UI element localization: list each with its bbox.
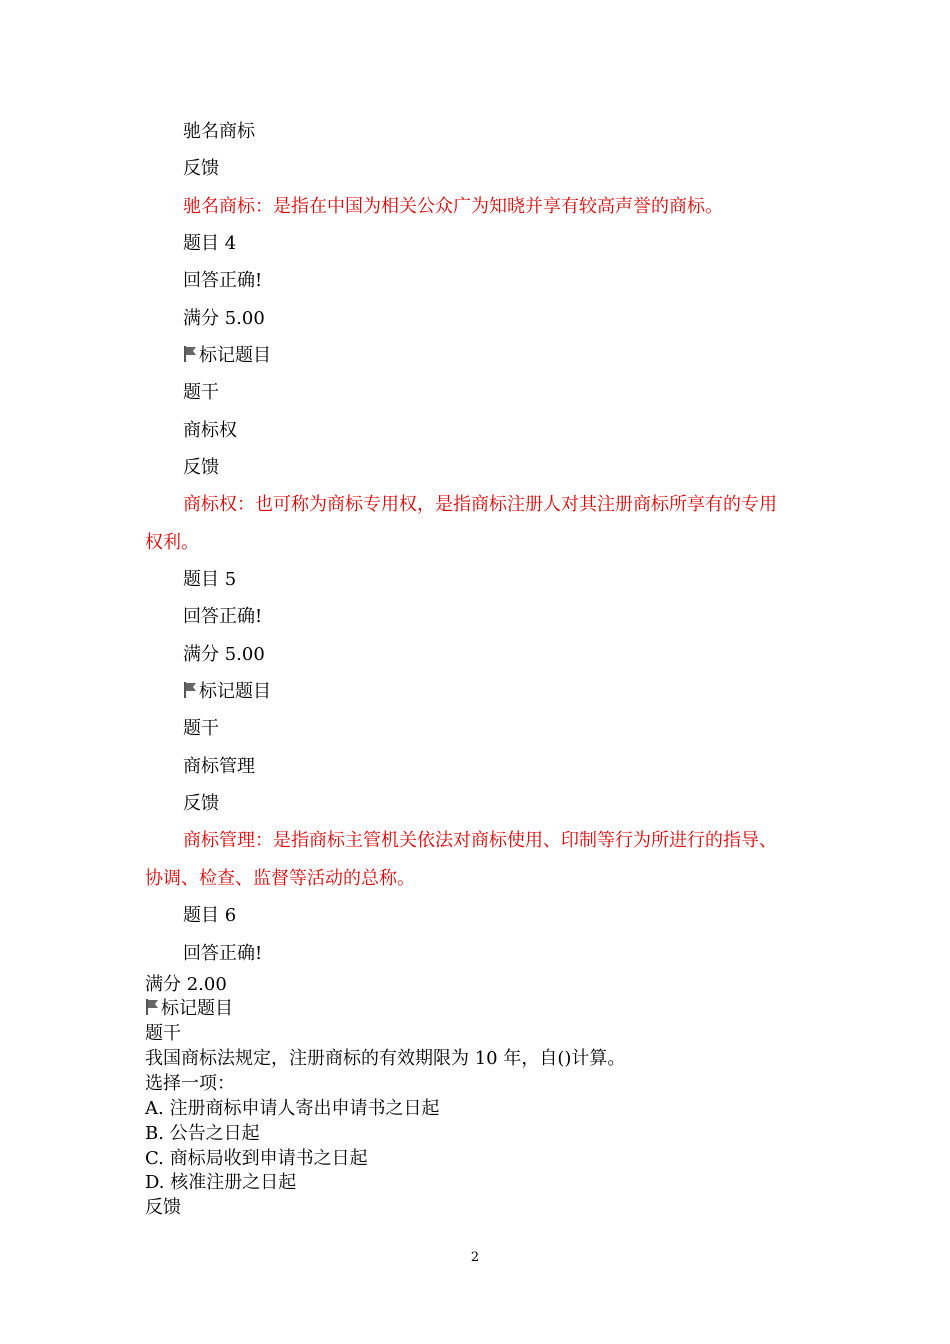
q6-option-d[interactable]: D. 核准注册之日起 — [145, 1172, 297, 1193]
q6-option-c[interactable]: C. 商标局收到申请书之日起 — [145, 1148, 368, 1169]
q5-score: 满分 5.00 — [183, 644, 265, 665]
q3-feedback-label: 反馈 — [183, 158, 219, 179]
flag-icon — [183, 345, 198, 363]
q6-question: 我国商标法规定，注册商标的有效期限为 10 年，自()计算。 — [145, 1048, 626, 1069]
q3-feedback-text: 驰名商标：是指在中国为相关公众广为知晓并享有较高声誉的商标。 — [183, 196, 723, 217]
q4-answer: 商标权 — [183, 420, 237, 441]
q4-flag-label: 标记题目 — [199, 345, 271, 366]
q6-title: 题目 6 — [183, 905, 237, 926]
q4-title: 题目 4 — [183, 233, 237, 254]
q4-status: 回答正确! — [183, 270, 263, 291]
q6-option-b[interactable]: B. 公告之日起 — [145, 1123, 260, 1144]
q5-feedback-line2: 协调、检查、监督等活动的总称。 — [145, 868, 415, 889]
q5-status: 回答正确! — [183, 606, 263, 627]
q4-feedback-line2: 权利。 — [145, 532, 199, 553]
q3-answer: 驰名商标 — [183, 121, 255, 142]
q6-flag-label: 标记题目 — [161, 998, 233, 1019]
q4-feedback-label: 反馈 — [183, 457, 219, 478]
page-number: 2 — [470, 1250, 480, 1265]
q6-score: 满分 2.00 — [145, 974, 227, 995]
q6-feedback-label: 反馈 — [145, 1197, 181, 1218]
flag-icon — [145, 998, 160, 1016]
q5-answer: 商标管理 — [183, 756, 255, 777]
q4-score: 满分 5.00 — [183, 308, 265, 329]
q6-status: 回答正确! — [183, 943, 263, 964]
q4-flag-question[interactable] — [183, 345, 271, 367]
q4-stem-label: 题干 — [183, 382, 219, 403]
q5-feedback-line1: 商标管理：是指商标主管机关依法对商标使用、印制等行为所进行的指导、 — [183, 830, 777, 851]
q5-flag-question[interactable] — [183, 681, 271, 703]
q6-stem-label: 题干 — [145, 1023, 181, 1044]
q6-flag-question[interactable] — [145, 998, 233, 1020]
q5-flag-label: 标记题目 — [199, 681, 271, 702]
flag-icon — [183, 681, 198, 699]
q5-feedback-label: 反馈 — [183, 793, 219, 814]
q6-option-a[interactable]: A. 注册商标申请人寄出申请书之日起 — [145, 1098, 440, 1119]
q5-title: 题目 5 — [183, 569, 237, 590]
q6-choose-label: 选择一项： — [145, 1073, 235, 1094]
q5-stem-label: 题干 — [183, 718, 219, 739]
q4-feedback-line1: 商标权：也可称为商标专用权，是指商标注册人对其注册商标所享有的专用 — [183, 494, 777, 515]
